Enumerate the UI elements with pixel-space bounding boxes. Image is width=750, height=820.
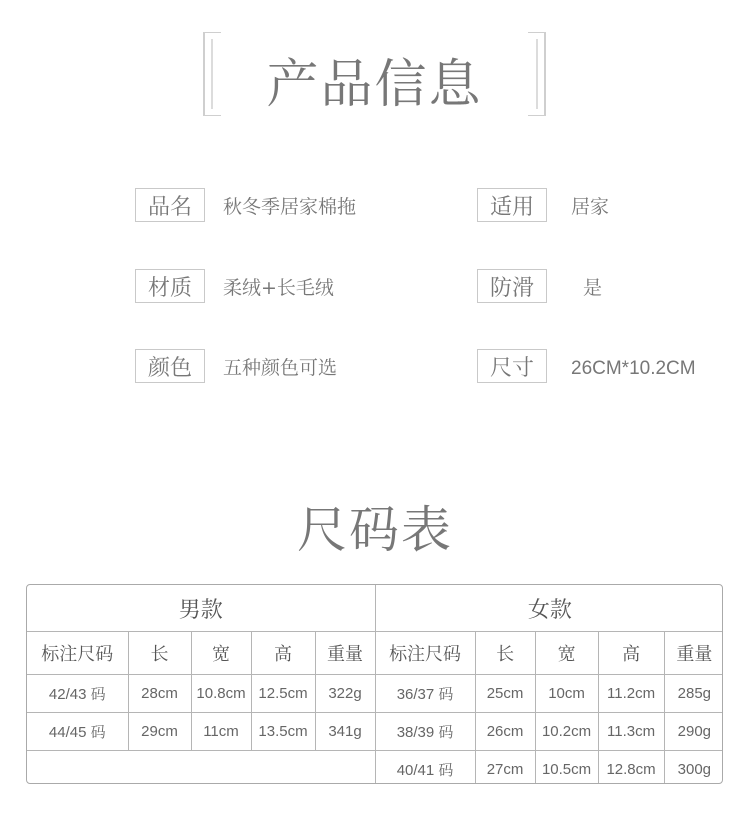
cell-height: 13.5cm: [251, 713, 315, 751]
info-label: 品名: [135, 188, 205, 222]
cell-size: 38/39 码: [375, 713, 475, 751]
cell-weight: 300g: [664, 751, 723, 785]
cell-weight: 285g: [664, 675, 723, 713]
header-size: 标注尺码: [27, 632, 128, 675]
header-weight: 重量: [664, 632, 723, 675]
header-length: 长: [128, 632, 191, 675]
group-men: 男款: [27, 585, 375, 632]
info-item-antislip: [477, 268, 602, 304]
cell-weight: 341g: [315, 713, 375, 751]
header-size: 标注尺码: [375, 632, 475, 675]
cell-length: 26cm: [475, 713, 535, 751]
info-value: 是: [583, 276, 603, 299]
cell-height: 11.2cm: [598, 675, 664, 713]
table-row: [27, 713, 723, 751]
size-chart-title: 尺码表: [297, 501, 453, 559]
info-item-usage: [477, 187, 609, 223]
cell-size: 40/41 码: [375, 751, 475, 785]
group-women: 女款: [375, 585, 723, 632]
info-item-size: [477, 348, 696, 384]
cell-size: 42/43 码: [27, 675, 128, 713]
cell-length: 25cm: [475, 675, 535, 713]
cell-width: 10.5cm: [535, 751, 598, 785]
info-label: 防滑: [477, 269, 547, 303]
info-value: 26CM*10.2CM: [571, 358, 696, 379]
header-height: 高: [251, 632, 315, 675]
cell-size: 44/45 码: [27, 713, 128, 751]
header-width: 宽: [535, 632, 598, 675]
cell-length: 28cm: [128, 675, 191, 713]
info-value: 柔绒+长毛绒: [223, 276, 334, 299]
header-length: 长: [475, 632, 535, 675]
cell-weight: 322g: [315, 675, 375, 713]
info-label: 材质: [135, 269, 205, 303]
info-value: 五种颜色可选: [223, 356, 338, 379]
info-label: 尺寸: [477, 349, 547, 383]
cell-width: 10cm: [535, 675, 598, 713]
cell-height: 12.5cm: [251, 675, 315, 713]
cell-weight: 290g: [664, 713, 723, 751]
info-item-name: [135, 187, 356, 223]
info-value: 居家: [571, 195, 610, 218]
cell-width: 11cm: [191, 713, 251, 751]
cell-height: 11.3cm: [598, 713, 664, 751]
cell-size: 36/37 码: [375, 675, 475, 713]
info-label: 颜色: [135, 349, 205, 383]
cell-height: 12.8cm: [598, 751, 664, 785]
cell-length: 29cm: [128, 713, 191, 751]
header-weight: 重量: [315, 632, 375, 675]
cell-width: 10.8cm: [191, 675, 251, 713]
title-frame: [203, 32, 546, 114]
header-width: 宽: [191, 632, 251, 675]
info-item-color: [135, 348, 337, 384]
page-title: 产品信息: [266, 55, 483, 115]
empty-cell: [27, 751, 375, 785]
info-value: 秋冬季居家棉拖: [223, 195, 357, 218]
size-table: [26, 584, 723, 784]
cell-width: 10.2cm: [535, 713, 598, 751]
table-row: [27, 675, 723, 713]
table-row: [27, 751, 723, 785]
info-item-material: [135, 268, 334, 304]
cell-length: 27cm: [475, 751, 535, 785]
header-height: 高: [598, 632, 664, 675]
info-label: 适用: [477, 188, 547, 222]
